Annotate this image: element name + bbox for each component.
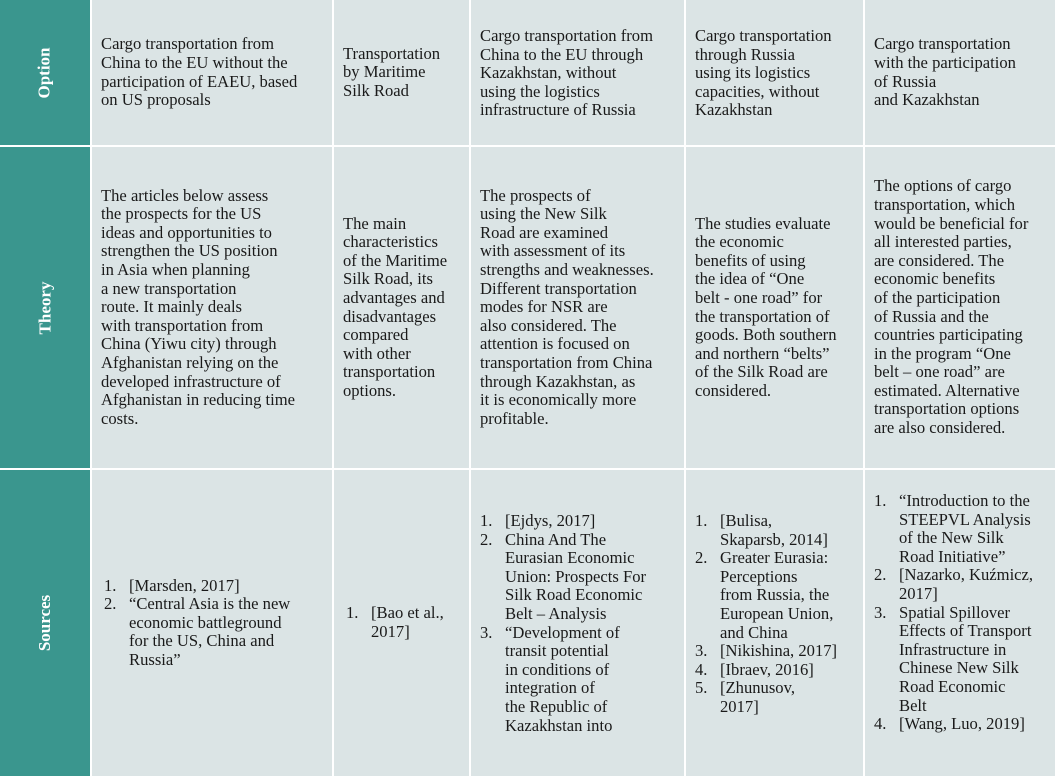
source-item [346,604,463,641]
text-line: Belt – Analysis [505,603,607,623]
text-line: using the New Silk [480,204,607,224]
text-line: in conditions of [505,659,610,679]
text-line: ideas and opportunities to [101,222,272,242]
text-line: The articles below assess [101,185,269,205]
text-line: Different transportation [480,278,637,298]
row-header-label: Option [35,46,54,99]
row-header-option [0,0,90,145]
text-line: The main [343,213,407,233]
theory-cell [865,147,1055,468]
text-line: Russia” [129,649,181,669]
text-line: capacities, without [695,81,820,101]
text-line: Infrastructure in [899,639,1007,659]
source-text [505,531,646,624]
text-line: The options of cargo [874,176,1012,196]
source-text [720,512,828,549]
source-item [695,549,857,642]
text-line: transportation options [874,399,1020,419]
text-line: route. It mainly deals [101,297,243,317]
row-header-sources [0,470,90,776]
text-line: a new transportation [101,278,237,298]
text-line: [Marsden, 2017] [129,575,240,595]
text-line: costs. [101,408,139,428]
text-line: on US proposals [101,90,211,110]
option-cell [865,0,1055,145]
source-number: 4. [695,659,708,679]
text-line: transit potential [505,641,609,661]
text-line: compared [343,325,409,345]
text-line: using the logistics [480,81,600,101]
text-line: Perceptions [720,566,798,586]
text-line: developed infrastructure of [101,371,281,391]
text-line: with the participation [874,52,1016,72]
sources-cell [686,470,863,776]
text-line: Spatial Spillover [899,602,1011,622]
source-number: 2. [695,548,708,568]
source-number: 1. [874,491,887,510]
text-line: China And The [505,529,607,549]
source-list [695,512,857,717]
source-text [899,715,1025,734]
text-line: Kazakhstan [695,100,773,120]
text-line: Skaparsb, 2014] [720,529,828,549]
source-text [720,549,833,642]
text-line: Silk Road, its [343,269,433,289]
text-line: also considered. The [480,315,617,335]
text-line: China to the EU through [480,44,644,64]
text-line: profitable. [480,408,549,428]
text-line: modes for NSR are [480,297,608,317]
source-text [129,577,240,596]
text-line: participation of EAEU, based [101,71,298,91]
option-cell [92,0,332,145]
text-line: benefits of using [695,250,806,270]
text-line: European Union, [720,603,834,623]
text-line: Greater Eurasia: [720,548,829,568]
text-line: Transportation [343,43,441,63]
source-text [899,566,1033,603]
text-line: The studies evaluate [695,213,831,233]
text-line: Effects of Transport [899,621,1032,641]
text-line: Cargo transportation from [480,26,653,45]
text-line: Kazakhstan, without [480,63,617,83]
text-line: strengthen the US position [101,241,278,261]
sources-cell [92,470,332,776]
text-line: China to the EU without the [101,52,288,72]
text-line: Road Economic [899,676,1006,696]
row-header-label: Sources [34,594,54,652]
text-line: Cargo transportation [695,26,832,45]
source-number: 2. [480,529,493,549]
text-line: of the Maritime [343,250,448,270]
text-line: 2017] [899,583,938,603]
option-cell [334,0,469,145]
text-line: Cargo transportation from [101,34,274,54]
text-line: and northern “belts” [695,343,830,363]
source-item [695,679,857,716]
source-text [720,679,795,716]
sources-cell [865,470,1055,776]
text-line: economic battleground [129,612,282,632]
text-line: countries participating [874,325,1023,345]
source-list [346,604,463,641]
text-line: of Russia [874,71,937,91]
text-line: [Zhunusov, [720,678,795,698]
source-text [899,492,1031,566]
text-line: Kazakhstan into [505,715,613,735]
text-line: of the participation [874,287,1001,307]
theory-cell [686,147,863,468]
text-line: [Ejdys, 2017] [505,511,596,530]
row-header-label: Theory [34,281,54,334]
text-line: for the US, China and [129,631,275,651]
text-line: belt – one road” are [874,362,1005,382]
text-line: goods. Both southern [695,325,837,345]
theory-cell [334,147,469,468]
text-line: from Russia, the [720,585,830,605]
text-line: Eurasian Economic [505,548,635,568]
text-line: of Russia and the [874,306,989,326]
text-line: belt - one road” for [695,287,823,307]
text-line: of the New Silk [899,528,1004,548]
text-line: [Bao et al., [371,603,444,623]
source-item [874,715,1055,734]
text-line: “Central Asia is the new [129,594,291,614]
text-line: attention is focused on [480,334,630,354]
source-list [874,492,1055,734]
theory-cell [92,147,332,468]
text-line: [Nikishina, 2017] [720,641,838,661]
source-text [720,642,837,661]
source-item [480,531,678,624]
text-line: in the program “One [874,343,1011,363]
text-line: economic benefits [874,269,996,289]
source-item [874,566,1055,603]
text-line: [Nazarko, Kuźmicz, [899,565,1034,585]
sources-cell [334,470,469,776]
text-line: Road are examined [480,222,609,242]
source-text [720,661,814,680]
text-line: the prospects for the US [101,204,262,224]
text-line: in Asia when planning [101,260,250,280]
row-header-theory [0,147,90,468]
text-line: all interested parties, [874,232,1012,252]
text-line: 2017] [720,696,759,716]
text-line: transportation from China [480,352,653,372]
text-line: through Russia [695,44,796,64]
text-line: Afghanistan relying on the [101,352,279,372]
text-line: would be beneficial for [874,213,1029,233]
source-list [104,577,326,670]
text-line: the idea of “One [695,269,805,289]
text-line: by Maritime [343,62,426,82]
text-line: “Introduction to the [899,491,1030,510]
text-line: Silk Road [343,80,409,100]
text-line: the economic [695,232,784,252]
source-item [104,577,326,596]
text-line: characteristics [343,232,438,252]
text-line: options. [343,380,397,400]
theory-cell [471,147,684,468]
source-number: 1. [480,511,493,530]
text-line: transportation, which [874,194,1016,214]
text-line: considered. [695,380,772,400]
source-text [899,604,1031,716]
text-line: 2017] [371,622,410,641]
text-line: the transportation of [695,306,830,326]
source-item [874,604,1055,716]
text-line: [Ibraev, 2016] [720,659,814,679]
text-line: advantages and [343,287,445,307]
text-line: the Republic of [505,696,608,716]
text-line: integration of [505,678,595,698]
text-line: infrastructure of Russia [480,100,636,120]
text-line: of the Silk Road are [695,362,828,382]
text-line: and Kazakhstan [874,90,980,110]
source-number: 5. [695,678,708,698]
source-item [874,492,1055,566]
text-line: The prospects of [480,185,591,205]
source-item [104,595,326,669]
text-line: Silk Road Economic [505,585,643,605]
text-line: are also considered. [874,418,1006,438]
text-line: strengths and weaknesses. [480,260,654,280]
text-line: Belt [899,695,927,715]
source-item [695,661,857,680]
source-text [505,512,595,531]
text-line: transportation [343,362,436,382]
text-line: Afghanistan in reducing time [101,390,296,410]
source-number: 4. [874,714,887,734]
text-line: with other [343,343,411,363]
text-line: Chinese New Silk [899,658,1019,678]
option-cell [686,0,863,145]
source-item [480,512,678,531]
text-line: Road Initiative” [899,546,1006,566]
source-text [505,624,620,736]
source-number: 3. [480,622,493,642]
option-cell [471,0,684,145]
sources-cell [471,470,684,776]
source-number: 2. [104,594,117,614]
text-line: with transportation from [101,315,264,335]
text-line: STEEPVL Analysis [899,509,1031,529]
source-item [695,512,857,549]
source-number: 3. [874,602,887,622]
text-line: through Kazakhstan, as [480,371,636,391]
text-line: China (Yiwu city) through [101,334,277,354]
source-text [371,604,444,641]
source-number: 1. [104,575,117,595]
text-line: it is economically more [480,390,637,410]
source-number: 2. [874,565,887,585]
text-line: estimated. Alternative [874,380,1020,400]
source-item [695,642,857,661]
source-number: 1. [346,603,359,623]
source-list [480,512,678,735]
text-line: and China [720,622,788,642]
source-text [129,595,290,669]
text-line: disadvantages [343,306,437,326]
source-item [480,624,678,736]
text-line: “Development of [505,622,620,642]
text-line: Cargo transportation [874,34,1011,54]
source-number: 3. [695,641,708,661]
text-line: using its logistics [695,63,811,83]
text-line: [Bulisa, [720,511,773,530]
text-line: with assessment of its [480,241,626,261]
text-line: are considered. The [874,250,1005,270]
source-number: 1. [695,511,708,530]
text-line: Union: Prospects For [505,566,647,586]
text-line: [Wang, Luo, 2019] [899,714,1025,734]
